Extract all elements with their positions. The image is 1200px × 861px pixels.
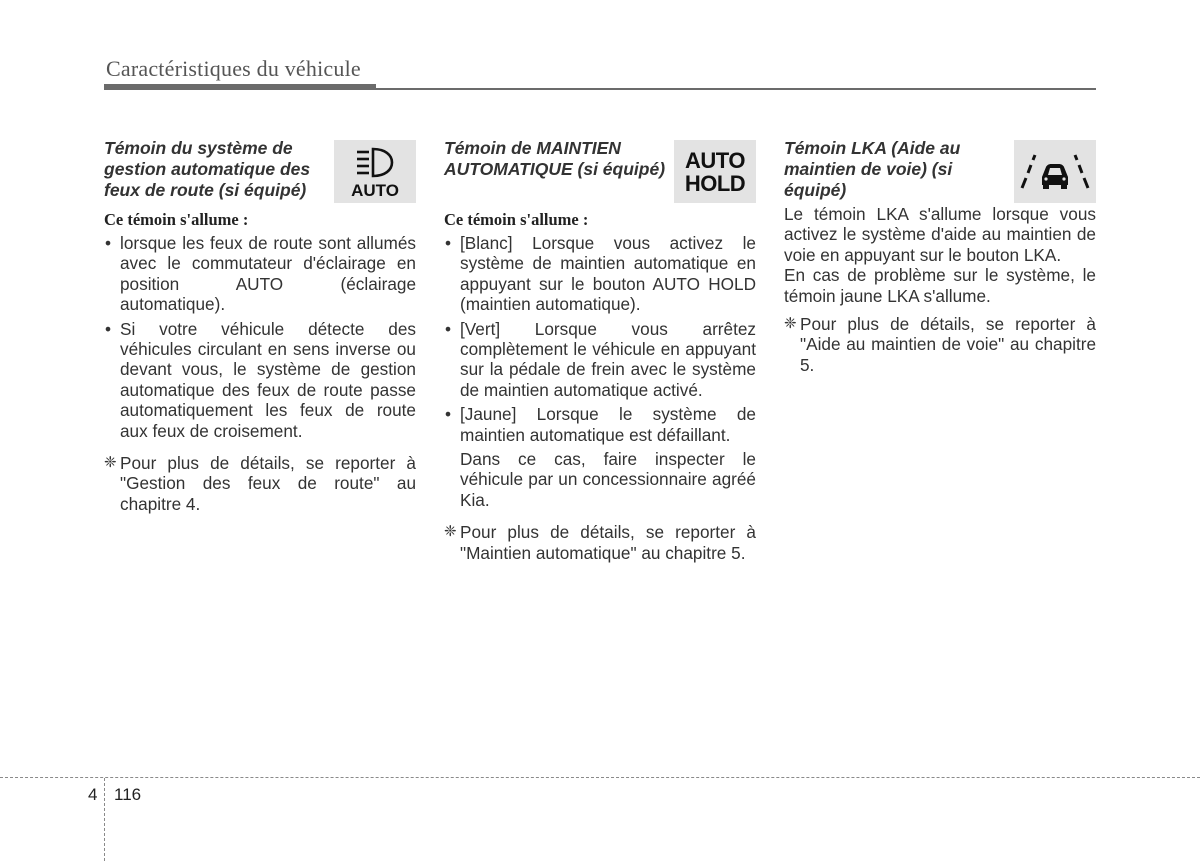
note-symbol: ❈	[444, 523, 457, 541]
lane-keeping-assist-icon	[1014, 140, 1096, 203]
sub-heading: Ce témoin s'allume :	[104, 210, 249, 229]
section-title: Témoin de MAINTIEN AUTOMATIQUE (si équipé)	[444, 138, 666, 179]
bullet-list	[104, 233, 416, 441]
list-item: • [Jaune] Lorsque le système de maintien automatique est défaillant.	[444, 404, 756, 445]
note-symbol: ❈	[104, 454, 117, 472]
footer-vertical-divider	[104, 778, 105, 861]
list-item: • lorsque les feux de route sont allumés avec le commutateur d'éclairage en position AUTO (éclairage automatique).	[104, 233, 416, 315]
note-text: Pour plus de détails, se reporter à "Aide au maintien de voie" au chapitre 5.	[800, 314, 1096, 375]
column-auto-high-beam	[104, 138, 416, 514]
footer-divider	[0, 777, 1200, 778]
auto-hold-line2: HOLD	[684, 170, 746, 196]
bullet-list	[444, 233, 756, 445]
paragraph: Le témoin LKA s'allume lorsque vous activez le système d'aide au maintien de voie en appuyant sur le bouton LKA.	[784, 204, 1096, 265]
header-rule-thick	[104, 84, 376, 90]
paragraph: En cas de problème sur le système, le témoin jaune LKA s'allume.	[784, 265, 1096, 306]
list-item: • Si votre véhicule détecte des véhicules circulant en sens inverse ou devant vous, le système de gestion automatique des feux de route passe automatiquement les feux de route aux feux de croisement.	[104, 319, 416, 441]
header-rule-thin	[376, 88, 1096, 90]
reference-note	[104, 453, 416, 514]
note-text: Pour plus de détails, se reporter à "Gestion des feux de route" au chapitre 4.	[120, 453, 416, 514]
note-text: Pour plus de détails, se reporter à "Maintien automatique" au chapitre 5.	[460, 522, 756, 563]
auto-label: AUTO	[351, 180, 399, 200]
page-number: 116	[114, 785, 142, 804]
reference-note	[784, 314, 1096, 375]
note-symbol: ❈	[784, 315, 797, 333]
list-item: • [Blanc] Lorsque vous activez le système de maintien automatique en appuyant sur le bouton AUTO HOLD (maintien automatique).	[444, 233, 756, 315]
chapter-number: 4	[88, 785, 98, 804]
list-item: • [Vert] Lorsque vous arrêtez complètement le véhicule en appuyant sur la pédale de frein avec le système de maintien automatique activé.	[444, 319, 756, 401]
auto-high-beam-icon	[334, 140, 416, 203]
section-title: Témoin LKA (Aide au maintien de voie) (si équipé)	[784, 138, 961, 200]
auto-hold-icon	[674, 140, 756, 203]
reference-note	[444, 522, 756, 563]
column-lka	[784, 138, 1096, 375]
page-header-title: Caractéristiques du véhicule	[106, 56, 361, 81]
column-auto-hold	[444, 138, 756, 563]
continuation-paragraph: Dans ce cas, faire inspecter le véhicule par un concessionnaire agréé Kia.	[460, 449, 756, 510]
sub-heading: Ce témoin s'allume :	[444, 210, 589, 229]
auto-hold-line1: AUTO	[685, 147, 745, 173]
section-title: Témoin du système de gestion automatique des feux de route (si équipé)	[104, 138, 311, 200]
